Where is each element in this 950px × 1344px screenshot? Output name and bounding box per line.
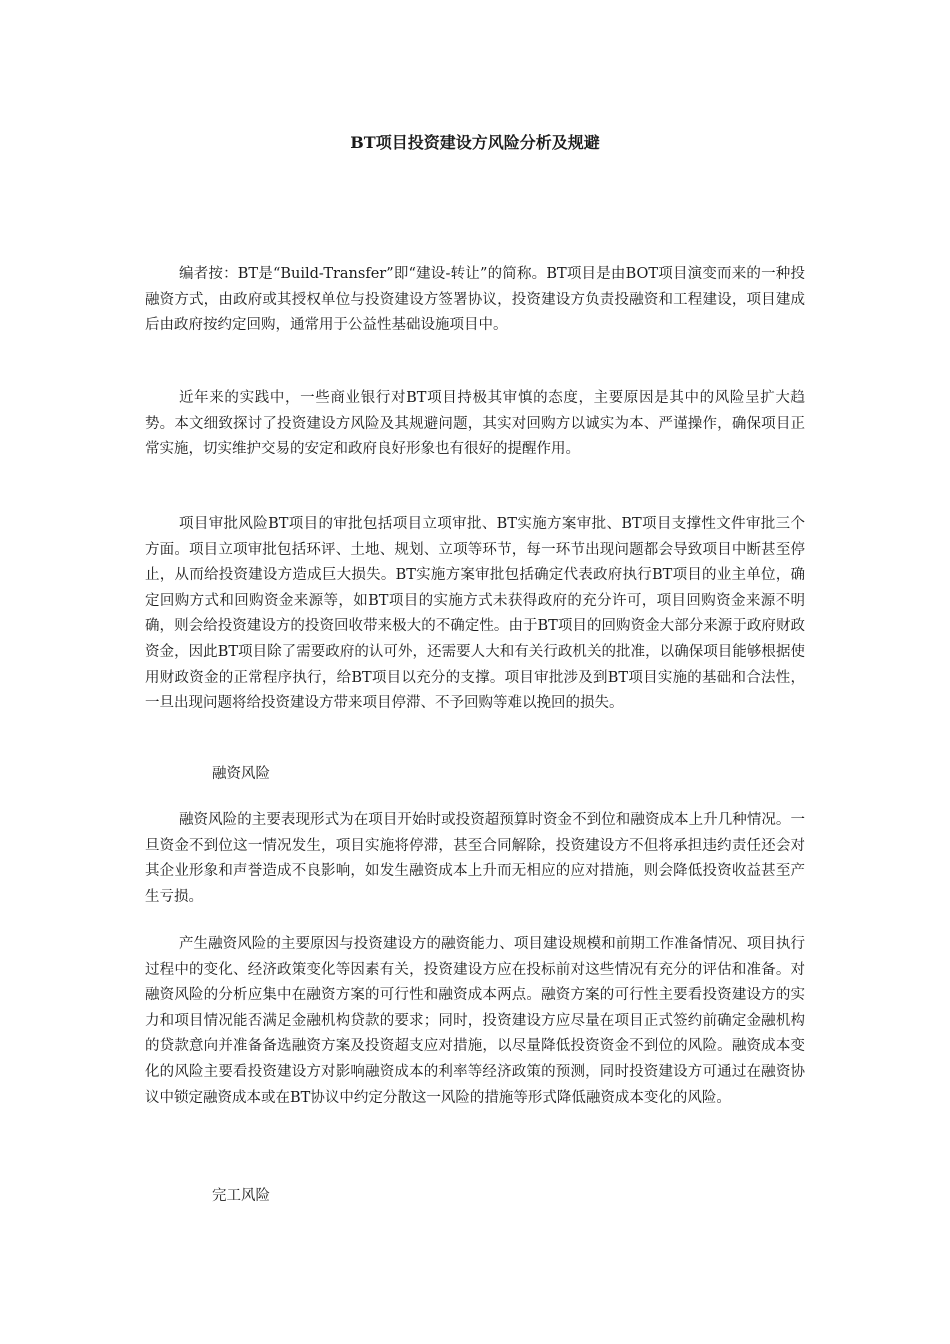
intro-paragraph: 近年来的实践中，一些商业银行对BT项目持极其审慎的态度，主要原因是其中的风险呈扩大趋势。本文细致探讨了投资建设方风险及其规避问题，其实对回购方以诚实为本、严谨操作，确保项目正常实施，切实维护交易的安定和政府良好形象也有很好的提醒作用。 bbox=[145, 390, 805, 458]
completion-risk-heading: 完工风险 bbox=[212, 1188, 270, 1204]
financing-risk-paragraph-1: 融资风险的主要表现形式为在项目开始时或投资超预算时资金不到位和融资成本上升几种情况。一旦资金不到位这一情况发生，项目实施将停滞，甚至合同解除，投资建设方不但将承担违约责任还会对其企业形象和声誉造成不良影响，如发生融资成本上升而无相应的应对措施，则会降低投资收益甚至产生亏损。 bbox=[145, 812, 805, 905]
financing-risk-heading: 融资风险 bbox=[212, 766, 270, 782]
financing-risk-paragraph-2: 产生融资风险的主要原因与投资建设方的融资能力、项目建设规模和前期工作准备情况、项目执行过程中的变化、经济政策变化等因素有关，投资建设方应在投标前对这些情况有充分的评估和准备。对融资风险的分析应集中在融资方案的可行性和融资成本两点。融资方案的可行性主要看投资建设方的实力和项目情况能否满足金融机构贷款的要求；同时，投资建设方应尽量在项目正式签约前确定金融机构的贷款意向并准备备选融资方案及投资超支应对措施，以尽量降低投资资金不到位的风险。融资成本变化的风险主要看投资建设方对影响融资成本的利率等经济政策的预测，同时投资建设方可通过在融资协议中锁定融资成本或在BT协议中约定分散这一风险的措施等形式降低融资成本变化的风险。 bbox=[145, 936, 805, 1106]
document-title: BT项目投资建设方风险分析及规避 bbox=[350, 133, 600, 152]
editor-note-paragraph: 编者按：BT是“Build-Transfer”即“建设-转让”的简称。BT项目是由BOT项目演变而来的一种投融资方式，由政府或其授权单位与投资建设方签署协议，投资建设方负责投融资和工程建设，项目建成后由政府按约定回购，通常用于公益性基础设施项目中。 bbox=[145, 266, 805, 334]
approval-risk-paragraph: 项目审批风险BT项目的审批包括项目立项审批、BT实施方案审批、BT项目支撑性文件审批三个方面。项目立项审批包括环评、土地、规划、立项等环节，每一环节出现问题都会导致项目中断甚至停止，从而给投资建设方造成巨大损失。BT实施方案审批包括确定代表政府执行BT项目的业主单位，确定回购方式和回购资金来源等，如BT项目的实施方式未获得政府的充分许可，项目回购资金来源不明确，则会给投资建设方的投资回收带来极大的不确定性。由于BT项目的回购资金大部分来源于政府财政资金，因此BT项目除了需要政府的认可外，还需要人大和有关行政机关的批准，以确保项目能够根据使用财政资金的正常程序执行，给BT项目以充分的支撑。项目审批涉及到BT项目实施的基础和合法性，一旦出现问题将给投资建设方带来项目停滞、不予回购等难以挽回的损失。 bbox=[145, 516, 805, 712]
